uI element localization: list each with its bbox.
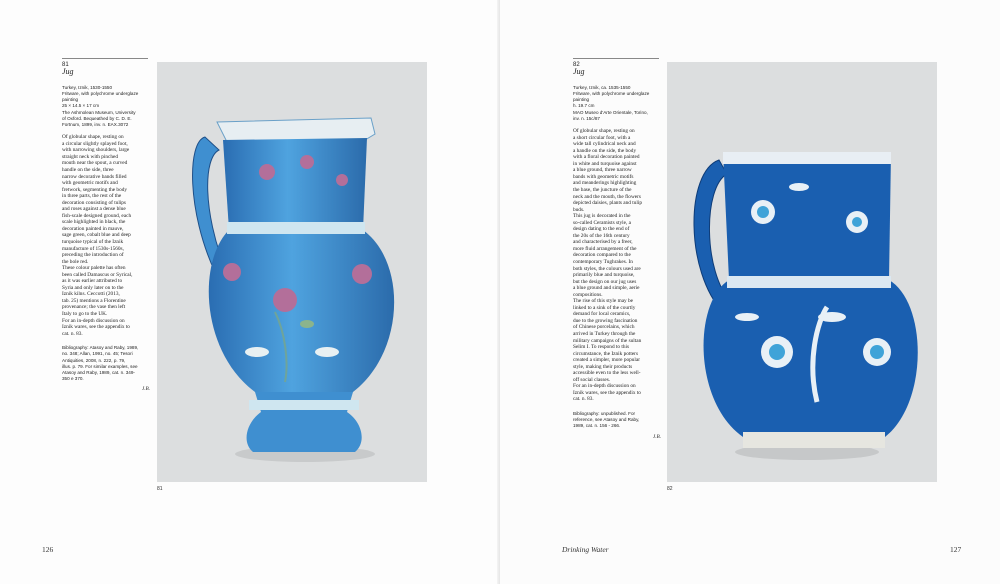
body-line: a circular slightly splayed foot, (62, 140, 128, 147)
body-line: Iznik wares, see the appendix to (62, 324, 130, 331)
body-line: as it was earlier attributed to (62, 278, 123, 285)
body-line: a short circular foot, with a (573, 134, 631, 141)
body-line: Selim I. To respond to this (573, 344, 630, 351)
body-line: Iznik kilns. Ceccotti (2013, (62, 291, 120, 298)
meta-line: 25 × 14.5 × 17 cm (62, 103, 100, 109)
body-line: primarily blue and turquoise, (573, 272, 635, 279)
body-line: more fluid arrangement of the (573, 245, 637, 252)
body-line: sage green, cobalt blue and deep (62, 232, 131, 239)
iznik-jug-illustration (157, 62, 427, 482)
left-text-column (62, 62, 150, 393)
biblio-line: Atasoy and Raby, 1989, cat. n. 349- (62, 370, 135, 375)
description-text (62, 134, 150, 337)
body-line: both styles, the colours used are (573, 265, 641, 272)
body-line: tab. 25) mentions a Florentine (62, 297, 126, 304)
body-line: the base, the juncture of the (573, 186, 632, 193)
body-line: military campaigns of the sultan (573, 337, 642, 344)
page-number: 126 (42, 545, 54, 554)
body-line: scale highlighted in black, the (62, 219, 126, 226)
body-line: fish-scale designed ground, each (62, 212, 132, 219)
body-line: neck and the mouth, the flowers (573, 193, 641, 200)
entry-heading: Jug (62, 67, 74, 77)
right-text-column (573, 62, 661, 440)
body-line: fretwork, segmenting the body (62, 186, 128, 193)
body-line: a handle on the side, the body (573, 147, 637, 154)
meta-line: Fritware, with polychrome underglaze (62, 91, 139, 97)
body-line: so-called Ceramists style, a (573, 219, 631, 226)
body-line: the 20s of the 16th century (573, 232, 630, 239)
body-line: straight neck with pinched (62, 153, 119, 160)
body-line: narrow decorative bands filled (62, 173, 127, 180)
body-line: compositions. (573, 291, 603, 298)
body-line: due to the growing fascination (573, 317, 638, 324)
body-line: mouth near the spout, a curved (62, 160, 128, 167)
entry-number: 82 (573, 62, 580, 68)
body-line: off social classes. (573, 376, 611, 383)
body-line: decoration consisting of tulips (62, 199, 126, 206)
body-line: in white and turquoise against (573, 160, 637, 167)
body-line: handle on the side, three (62, 166, 114, 173)
bibliography (62, 345, 150, 382)
body-line: with geometric motifs and (62, 180, 118, 187)
body-line: a blue ground, three narrow (573, 167, 632, 174)
body-line: design dating to the end of (573, 226, 630, 233)
body-line: The rise of this style may be (573, 298, 634, 305)
meta-line: Fortnum, 1899, inv. n. EAX.3072 (62, 122, 129, 128)
entry-number: 81 (62, 62, 69, 68)
body-line: circumstance, the Iznik potters (573, 350, 639, 357)
body-line: in three parts, the rest of the (62, 193, 122, 200)
page-number: 127 (950, 545, 962, 554)
body-line: a blue ground and simple, aerie (573, 285, 640, 292)
body-line: accessible even to the less well- (573, 370, 641, 377)
meta-line: Turkey, Iznik, 1530-1550 (62, 84, 113, 90)
top-rule (62, 58, 148, 59)
meta-line: The Ashmolean Museum, University (62, 109, 136, 115)
body-line: of Chinese porcelains, which (573, 324, 635, 331)
author-signature: J.B. (141, 386, 150, 393)
body-line: turquoise typical of the Iznik (62, 238, 124, 245)
body-line: style, making their products (573, 363, 633, 370)
body-line: preceding the introduction of (62, 252, 124, 259)
iznik-jug-illustration (667, 62, 937, 482)
running-head: Drinking Water (562, 545, 609, 554)
body-line: been called Damascus or Syrical, (62, 271, 133, 278)
body-line: decoration compared to the (573, 252, 631, 259)
body-line: cat. n. 83. (573, 396, 594, 403)
body-line: and meanderings highlighting (573, 180, 637, 187)
body-line: with narrowing shoulders, large (62, 147, 130, 154)
biblio-line: illus. p. 79. For similar examples, see (62, 363, 138, 369)
body-line: provenance; the vase then left (62, 304, 126, 311)
body-line: buds. (573, 206, 585, 213)
biblio-line: reference, see Atasoy and Raby, (573, 417, 640, 423)
body-line: Syria and only later on to the (62, 284, 124, 291)
body-line: arrived in Turkey through the (573, 330, 636, 337)
body-line: and characterised by a freer, (573, 239, 633, 246)
body-line: demand for local ceramics, (573, 311, 631, 318)
body-line: Of globular shape, resting on (573, 128, 635, 135)
bibliography (573, 411, 661, 430)
body-line: depicted daisies, plants and tulip (573, 200, 642, 207)
body-line: contemporary Tughrakes. In (573, 258, 633, 265)
meta-line: Turkey, Iznik, ca. 1535-1550 (573, 84, 631, 90)
meta-line: painting (573, 97, 590, 103)
jug-82-photo (667, 62, 937, 482)
meta-line: painting (62, 97, 79, 103)
biblio-line: no. 348; Allan, 1991, no. 45; Tesori (62, 351, 133, 357)
biblio-line: Bibliography: Atasoy and Raby, 1989, (62, 345, 139, 351)
body-line: bands with geometric motifs (573, 173, 634, 180)
top-rule (573, 58, 659, 59)
biblio-line: 350 e 370. (62, 376, 84, 382)
body-line: decoration painted in mauve, (62, 225, 124, 232)
body-line: wide tall cylindrical neck and (573, 141, 636, 148)
photo-caption-number: 82 (667, 486, 673, 492)
entry-heading: Jug (573, 67, 585, 77)
meta-line: of Oxford. Bequeathed by C. D. E. (62, 115, 132, 121)
body-line: the bole red. (62, 258, 89, 265)
jug-81-photo (157, 62, 427, 482)
meta-line: inv. n. 15c/87 (573, 115, 600, 121)
photo-caption-number: 81 (157, 486, 163, 492)
right-page (500, 0, 1000, 584)
body-line: created a simpler, more popular (573, 357, 640, 364)
body-line: cat. n. 83. (62, 330, 83, 337)
biblio-line: Bibliography: unpublished. For (573, 411, 636, 416)
meta-line: Fritware, with polychrome underglaze (573, 91, 650, 97)
body-line: Iznik wares, see the appendix to (573, 389, 641, 396)
body-line: but the design on our jug uses (573, 278, 637, 285)
body-line: For an in-depth discussion on (62, 317, 125, 324)
body-line: manufacture of 1530s-1560s, (62, 245, 124, 252)
author-signature: J.B. (652, 433, 661, 440)
body-line: This jug is decorated in the (573, 213, 631, 220)
biblio-line: 1989, cat. n. 156 - 266. (573, 423, 621, 429)
body-line: These colour palette has often (62, 265, 126, 272)
body-line: linked to a sink of the courtly (573, 304, 636, 311)
body-line: Of globular shape, resting on (62, 134, 124, 141)
biblio-line: Antiquities, 2008, n. 222, p. 79, (62, 357, 126, 363)
catalogue-metadata (62, 85, 150, 128)
body-line: Italy to go to the UK. (62, 311, 108, 317)
catalogue-metadata (573, 85, 661, 122)
description-text (573, 128, 661, 403)
body-line: with a floral decoration painted (573, 154, 640, 161)
meta-line: h. 19.7 cm (573, 103, 595, 109)
meta-line: MAO Museo d'Arte Orientale, Torino, (573, 109, 648, 115)
body-line: For an in-depth discussion on (573, 383, 636, 390)
body-line: and roses against a dense blue (62, 206, 126, 213)
